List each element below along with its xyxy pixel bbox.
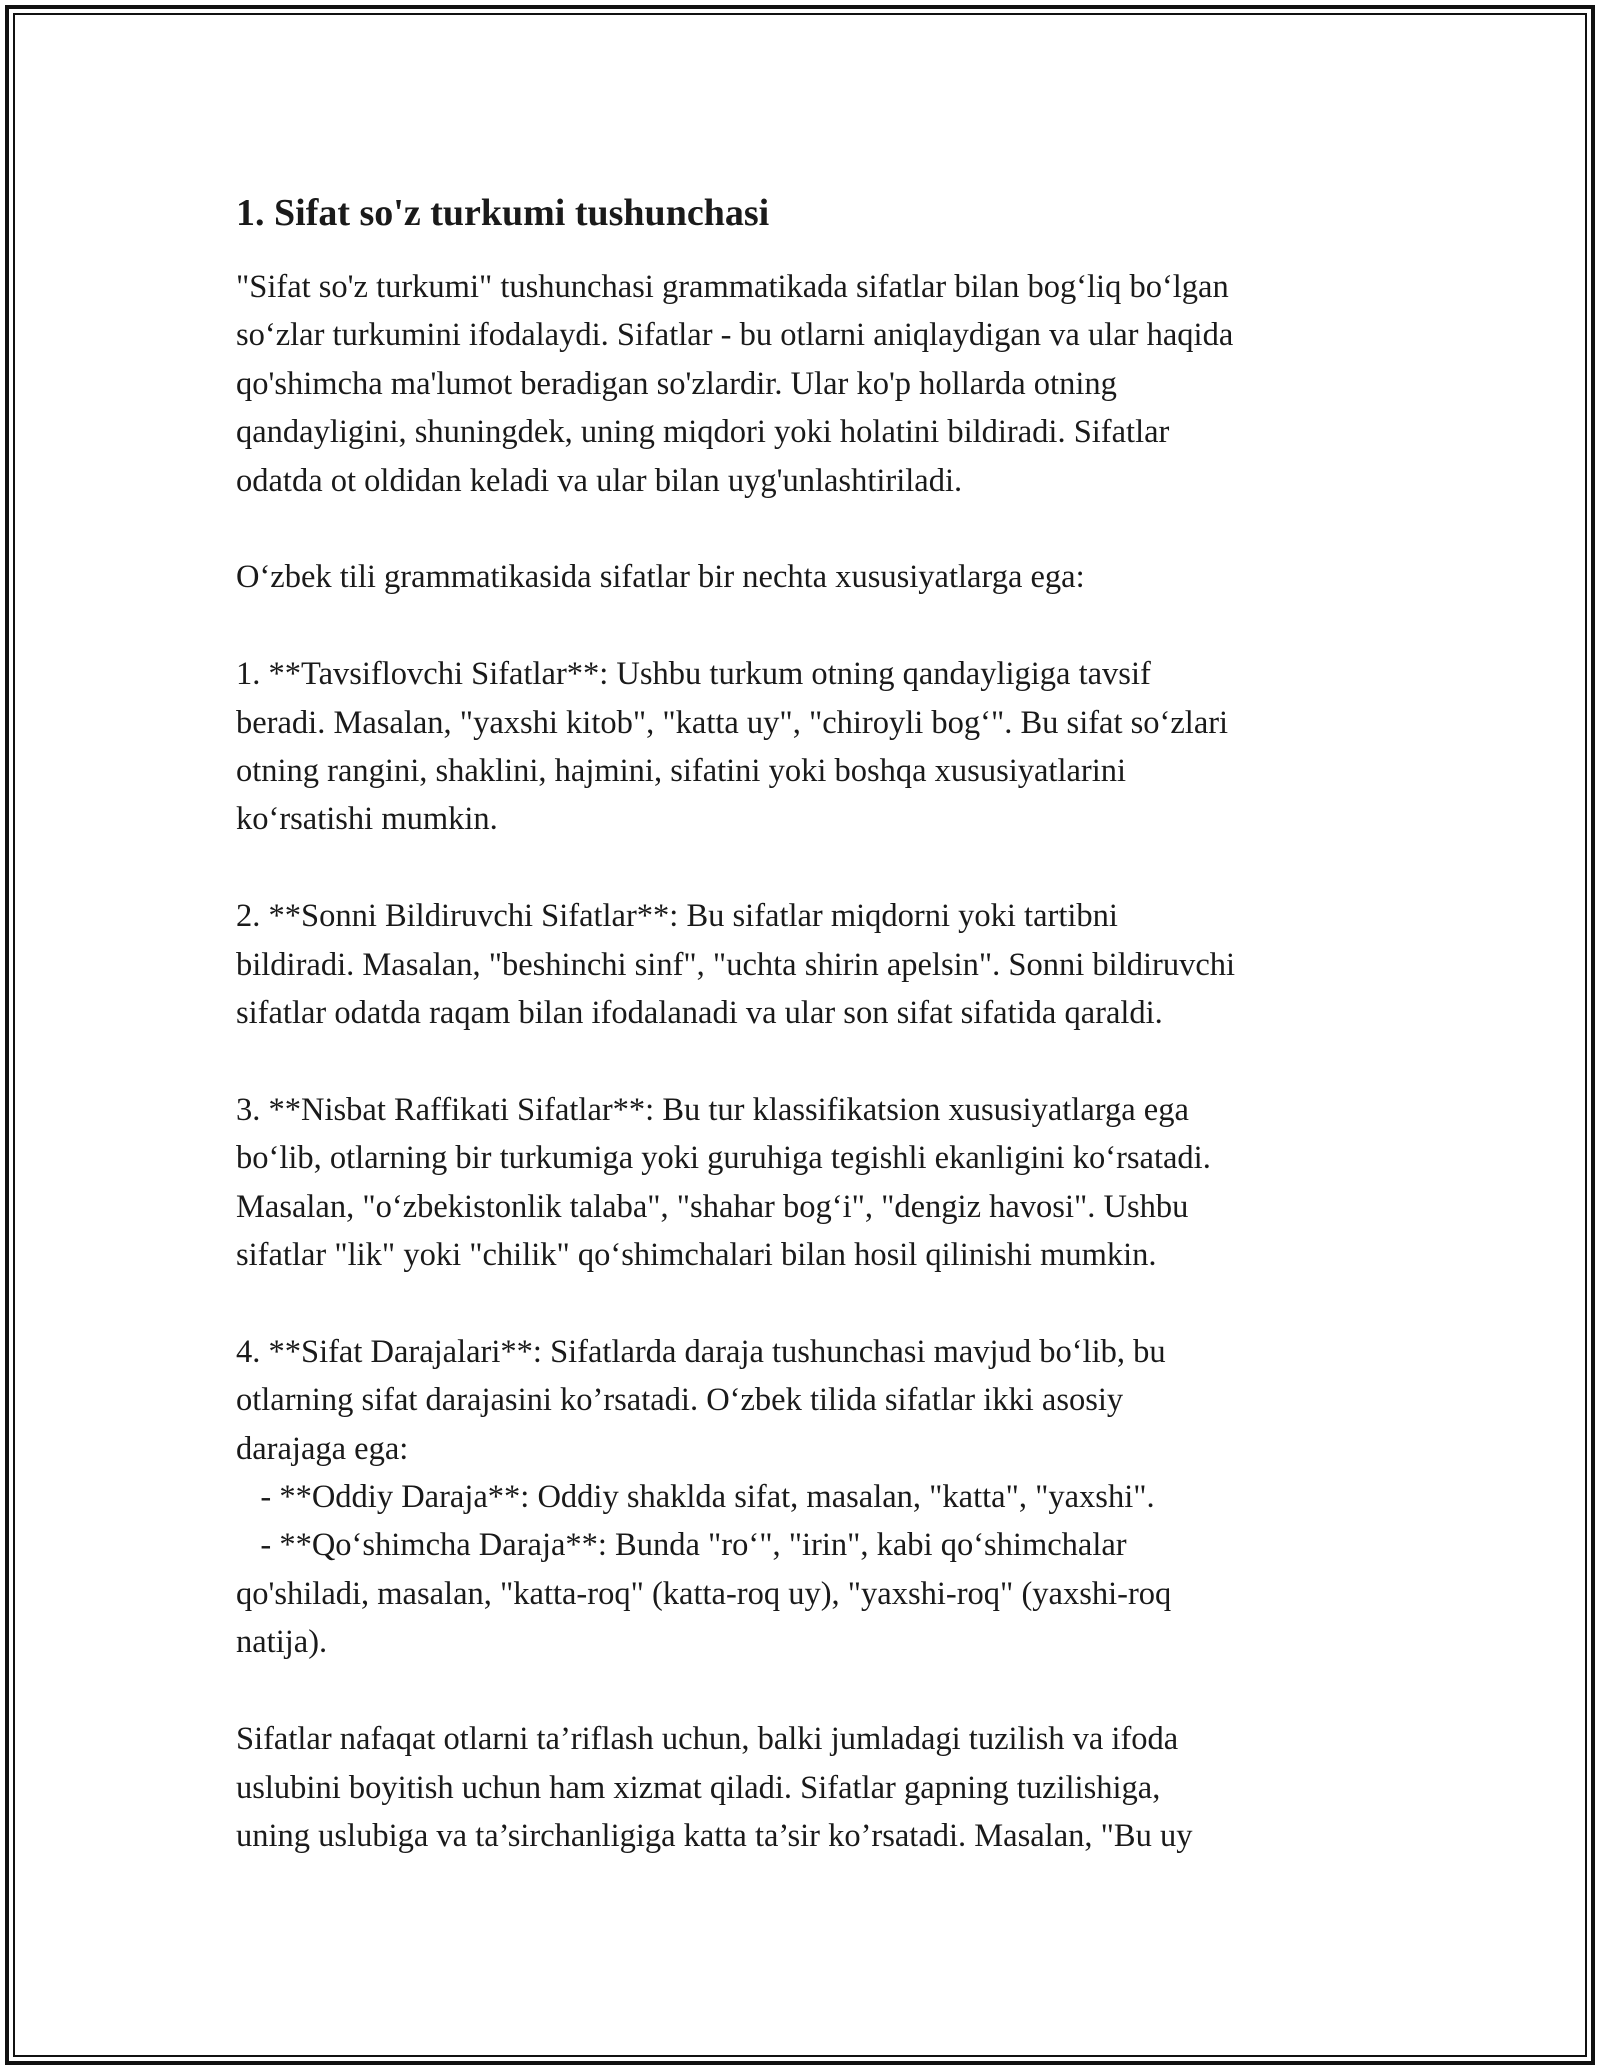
- text-line: 2. **Sonni Bildiruvchi Sifatlar**: Bu sifatlar miqdorni yoki tartibni: [236, 898, 1118, 935]
- paragraph-features-intro: [236, 553, 1376, 601]
- text-line: "Sifat so'z turkumi" tushunchasi grammatikada sifatlar bilan bog‘liq bo‘lgan: [236, 269, 1229, 305]
- text-line: otning rangini, shaklini, hajmini, sifatini yoki boshqa xususiyatlarini: [236, 753, 1127, 790]
- text-line: Masalan, "o‘zbekistonlik talaba", "shahar bog‘i", "dengiz havosi". Ushbu: [236, 1188, 1189, 1225]
- text-line: uslubini boyitish uchun ham xizmat qiladi. Sifatlar gapning tuzilishiga,: [236, 1769, 1161, 1806]
- text-line: bildiradi. Masalan, "beshinchi sinf", "uchta shirin apelsin". Sonni bildiruvchi: [236, 946, 1236, 983]
- text-line: qo'shimcha ma'lumot beradigan so'zlardir. Ular ko'p hollarda otning: [236, 365, 1117, 402]
- text-line: O‘zbek tili grammatikasida sifatlar bir nechta xususiyatlarga ega:: [236, 559, 1085, 596]
- text-line: so‘zlar turkumini ifodalaydi. Sifatlar - bu otlarni aniqlaydigan va ular haqida: [236, 317, 1234, 354]
- paragraph-conclusion: [236, 1715, 1376, 1860]
- text-line: qo'shiladi, masalan, "katta-roq" (katta-roq uy), "yaxshi-roq" (yaxshi-roq: [236, 1575, 1172, 1612]
- text-line: sifatlar "lik" yoki "chilik" qo‘shimchalari bilan hosil qilinishi mumkin.: [236, 1237, 1157, 1274]
- text-line: sifatlar odatda raqam bilan ifodalanadi va ular son sifat sifatida qaraldi.: [236, 995, 1163, 1032]
- text-line: beradi. Masalan, "yaxshi kitob", "katta uy", "chiroyli bog‘". Bu sifat so‘zlari: [236, 704, 1229, 741]
- text-line: 1. **Tavsiflovchi Sifatlar**: Ushbu turkum otning qandayligiga tavsif: [236, 656, 1151, 693]
- text-line: Sifatlar nafaqat otlarni ta’riflash uchun, balki jumladagi tuzilish va ifoda: [236, 1721, 1179, 1758]
- text-line: ko‘rsatishi mumkin.: [236, 801, 498, 838]
- text-line: otlarning sifat darajasini ko’rsatadi. O‘zbek tilida sifatlar ikki asosiy: [236, 1382, 1124, 1419]
- text-line: odatda ot oldidan keladi va ular bilan uyg'unlashtiriladi.: [236, 462, 963, 499]
- text-line: 4. **Sifat Darajalari**: Sifatlarda daraja tushunchasi mavjud bo‘lib, bu: [236, 1333, 1166, 1370]
- text-line: - **Qo‘shimcha Daraja**: Bunda "ro‘", "irin", kabi qo‘shimchalar: [236, 1527, 1127, 1564]
- paragraph-item-2: [236, 892, 1376, 1037]
- paragraph-intro: [236, 263, 1376, 505]
- text-line: 3. **Nisbat Raffikati Sifatlar**: Bu tur klassifikatsion xususiyatlarga ega: [236, 1091, 1189, 1128]
- text-line: uning uslubiga va ta’sirchanligiga katta ta’sir ko’rsatadi. Masalan, "Bu uy: [236, 1817, 1193, 1854]
- paragraph-item-1: [236, 650, 1376, 844]
- text-line: qandayligini, shuningdek, uning miqdori yoki holatini bildiradi. Sifatlar: [236, 414, 1170, 451]
- document-body: [236, 185, 1376, 1909]
- text-line: natija).: [236, 1624, 328, 1661]
- text-line: darajaga ega:: [236, 1430, 409, 1467]
- text-line: - **Oddiy Daraja**: Oddiy shakldа sifat, masalan, "katta", "yaxshi".: [236, 1479, 1155, 1516]
- paragraph-item-4: [236, 1328, 1376, 1667]
- page-title: 1. Sifat so'z turkumi tushunchasi: [236, 192, 770, 234]
- text-line: bo‘lib, otlarning bir turkumiga yoki guruhiga tegishli ekanligini ko‘rsatadi.: [236, 1140, 1211, 1177]
- paragraph-item-3: [236, 1086, 1376, 1280]
